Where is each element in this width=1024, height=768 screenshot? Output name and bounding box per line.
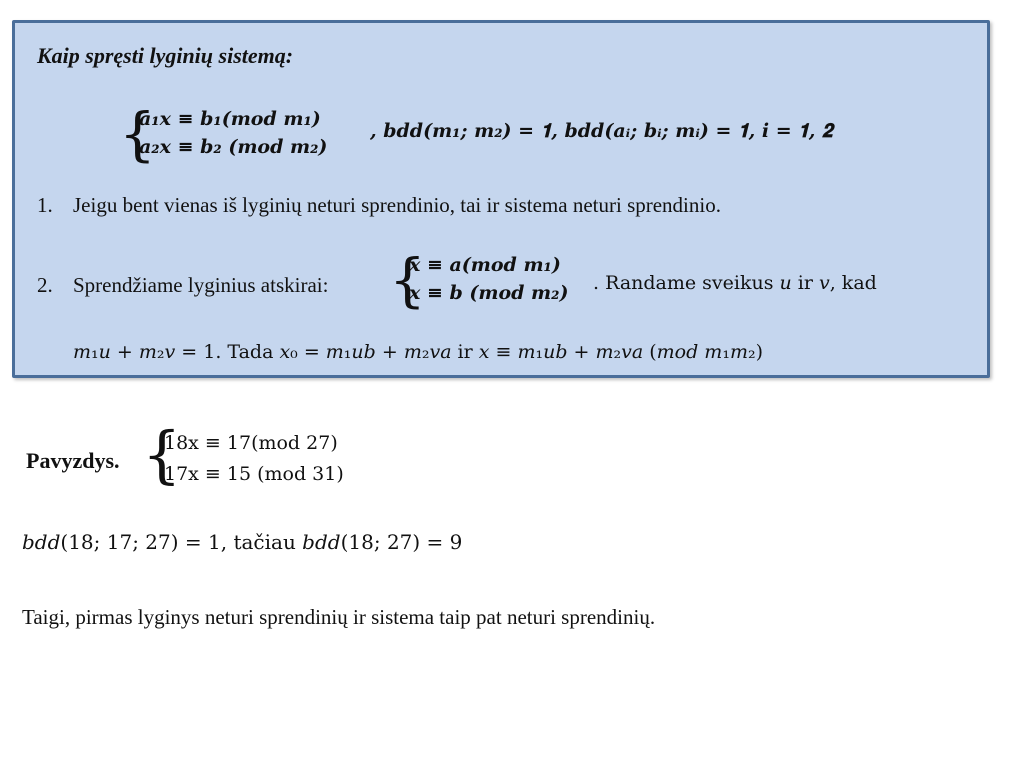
conclusion-text: Taigi, pirmas lyginys neturi sprendinių ir sistema taip pat neturi sprendinių. <box>22 605 656 629</box>
item-2-text: Sprendžiame lyginius atskirai: <box>73 273 329 297</box>
item-2-equation-2: 𝒙 ≡ 𝒃 (𝒎𝒐𝒅 𝒎₂) <box>409 282 569 304</box>
item-2-continuation: 𝑚₁𝑢 + 𝑚₂𝑣 = 1. Tada 𝑥₀ = 𝑚₁𝑢𝑏 + 𝑚₂𝑣𝑎 ir 𝑥 ≡ 𝑚₁𝑢𝑏 + 𝑚₂𝑣𝑎 (𝑚𝑜𝑑 𝑚₁𝑚₂) <box>73 341 763 363</box>
example-equation-2: 17x ≡ 15 (mod 31) <box>164 463 344 485</box>
method-box <box>12 20 990 378</box>
item-2-brace: { <box>389 246 426 314</box>
example-system <box>164 428 344 490</box>
item-1-number: 1. <box>37 193 53 217</box>
item-2-after: . Randame sveikus 𝑢 ir 𝑣, kad <box>593 272 877 294</box>
example-brace: { <box>142 418 182 491</box>
example-equation-1: 18x ≡ 17(mod 27) <box>164 432 338 454</box>
example-label: Pavyzdys. <box>26 448 120 473</box>
system-conditions: , 𝒃𝒅𝒅(𝒎₁; 𝒎₂) = 𝟏, 𝒃𝒅𝒅(𝒂ᵢ; 𝒃ᵢ; 𝒎ᵢ) = 𝟏, 𝒊 = 𝟏, 𝟐 <box>370 120 833 142</box>
item-2-number: 2. <box>37 273 53 297</box>
gcd-line: 𝑏𝑑𝑑(18; 17; 27) = 1, tačiau 𝑏𝑑𝑑(18; 27) = 9 <box>22 530 463 554</box>
item-1-text: Jeigu bent vienas iš lyginių neturi sprendinio, tai ir sistema neturi sprendinio. <box>73 193 721 217</box>
item-2-equation-1: 𝒙 ≡ 𝒂(𝒎𝒐𝒅 𝒎₁) <box>409 254 561 276</box>
system-brace: { <box>119 100 156 168</box>
general-system <box>139 105 327 161</box>
item-2-system <box>409 251 568 307</box>
system-equation-2: 𝒂₂𝒙 ≡ 𝒃₂ (𝒎𝒐𝒅 𝒎₂) <box>139 136 328 158</box>
method-title: Kaip spręsti lyginių sistemą: <box>37 43 294 68</box>
system-equation-1: 𝒂₁𝒙 ≡ 𝒃₁(𝒎𝒐𝒅 𝒎₁) <box>139 108 321 130</box>
